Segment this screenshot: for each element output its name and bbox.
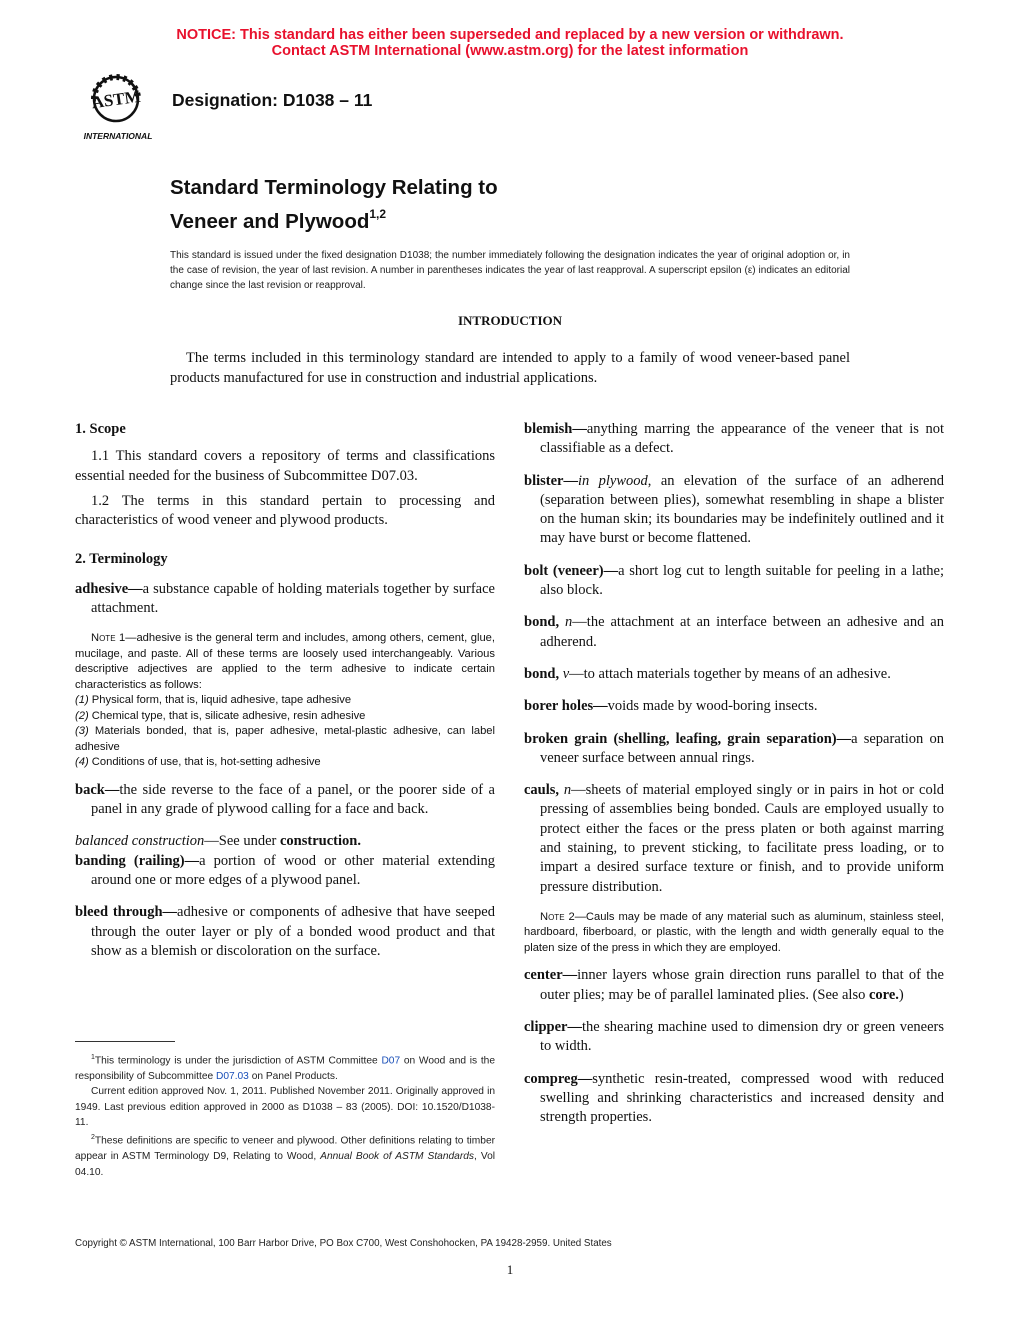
footnote-1: $^1$This terminology is under the jurisdiction of ASTM Committee D07 on Wood and is the responsibility of Subcommittee D07.03 on Panel Products. <box>75 1054 495 1082</box>
term-back: back—the side reverse to the face of a panel, or the poorer side of a panel in any grade of plywood calling for a face and back. <box>75 781 495 818</box>
fixed-designation-text: This standard is issued under the fixed designation D1038; the number immediately following the designation indicates the year of original adoption or, in the case of revision, the year of last revision. A number in parentheses indicates the year of last reapproval. A superscript epsilon (ε) indicates an editorial change since the last revision or reapproval. <box>170 250 850 292</box>
term-borer-holes: borer holes—voids made by wood-boring insects. <box>524 698 818 715</box>
left-column <box>75 420 495 974</box>
term-clipper: clipper—the shearing machine used to dimension dry or green veneers to width. <box>524 1019 944 1055</box>
footnotes <box>75 1050 495 1180</box>
note-1: Note 1—adhesive is the general term and includes, among others, cement, glue, mucilage, and paste. All of these terms are loosely used interchangeably. Various descriptive adjectives are applied to the term adhesive to indicate certain characteristics as follows: <box>75 632 495 691</box>
introduction-heading: INTRODUCTION <box>457 313 562 328</box>
page-number: 1 <box>506 1262 514 1277</box>
astm-logo <box>78 72 160 142</box>
note-1-item: (4) Conditions of use, that is, hot-setting adhesive <box>75 756 321 769</box>
note-1-item: (3) Materials bonded, that is, paper adhesive, metal-plastic adhesive, can label adhesive <box>75 725 495 753</box>
term-bleed-through: bleed through—adhesive or components of adhesive that have seeped through the outer layer or ply of a bonded wood product and that show as a blemish or discoloration on the surface. <box>75 904 495 959</box>
notice-line-2: Contact ASTM International (www.astm.org) for the latest information <box>271 43 749 59</box>
footnote-divider <box>75 1041 175 1042</box>
term-balanced-construction: balanced construction—See under construction. <box>75 833 361 850</box>
scope-para-2: 1.2 The terms in this standard pertain to processing and characteristics of wood veneer and plywood products. <box>75 492 495 529</box>
footnote-2: $^2$These definitions are specific to veneer and plywood. Other definitions relating to timber appear in ASTM Terminology D9, Relating to Wood, Annual Book of ASTM Standards, Vol 04.10. <box>75 1134 495 1178</box>
term-cauls: cauls, n—sheets of material employed singly or in pairs in hot or cold pressing of assemblies being bonded. Cauls are employed usually to protect either the faces or the press platen or both against marring and staining, to prevent sticking, to facilitate press loading, or to impart a desired surface texture or finish, and to provide uniform pressure distribution. <box>524 782 944 895</box>
term-bond-verb: bond, v—to attach materials together by means of an adhesive. <box>524 665 891 682</box>
scope-para-1: 1.1 This standard covers a repository of terms and classifications essential needed for the business of Subcommittee D07.03. <box>75 448 495 484</box>
term-blemish: blemish—anything marring the appearance of the veneer that is not classifiable as a defect. <box>524 421 944 457</box>
notice-line-1: NOTICE: This standard has either been superseded and replaced by a new version or withdrawn. <box>176 27 844 43</box>
term-bond-noun: bond, n—the attachment at an interface between an adhesive and an adherend. <box>524 614 944 650</box>
term-center: center—inner layers whose grain direction runs parallel to that of the outer plies; may be of parallel laminated plies. (See also core.) <box>524 967 944 1003</box>
link-d07-03[interactable]: D07.03 <box>216 1070 249 1082</box>
footnote-edition: Current edition approved Nov. 1, 2011. Published November 2011. Originally approved in 1949. Last previous edition approved in 2000 as D1038 – 83 (2005). DOI: 10.1520/D1038-11. <box>75 1086 495 1129</box>
scope-heading: 1. Scope <box>75 421 126 437</box>
note-1-items <box>75 693 495 771</box>
link-d07[interactable]: D07 <box>381 1055 401 1067</box>
right-column <box>524 420 944 1141</box>
term-bolt: bolt (veneer)—a short log cut to length suitable for peeling in a lathe; also block. <box>524 562 944 599</box>
term-broken-grain: broken grain (shelling, leafing, grain separation)—a separation on veneer surface between annual rings. <box>524 730 944 766</box>
terminology-heading: 2. Terminology <box>75 551 168 568</box>
copyright: Copyright © ASTM International, 100 Barr Harbor Drive, PO Box C700, West Conshohocken, PA 19428-2959. United States <box>75 1238 612 1249</box>
note-2: Note 2—Cauls may be made of any material such as aluminum, stainless steel, hardboard, fiberboard, or plastic, with the length and width generally equal to the platen size of the press in which they are employed. <box>524 910 944 954</box>
designation: Designation: D1038 – 11 <box>172 90 373 110</box>
title-line-1: Standard Terminology Relating to <box>170 176 498 199</box>
logo-caption: INTERNATIONAL <box>83 131 153 141</box>
title-line-2: Veneer and Plywood <box>170 210 370 233</box>
term-blister: blister—in plywood, an elevation of the surface of an adherend (separation between plies), somewhat resembling in shape a blister on the human skin; its boundaries may be indefinitely outlined and it may have burst or become flattened. <box>524 472 944 547</box>
term-compreg: compreg—synthetic resin-treated, compressed wood with reduced swelling and shrinking characteristics and increased density and strength properties. <box>524 1070 944 1126</box>
note-1-item: (1) Physical form, that is, liquid adhesive, tape adhesive <box>75 694 352 707</box>
introduction-text: The terms included in this terminology standard are intended to apply to a family of wood veneer-based panel products manufactured for use in construction and industrial applications. <box>170 350 850 386</box>
note-1-item: (2) Chemical type, that is, silicate adhesive, resin adhesive <box>75 709 366 722</box>
page-title <box>170 175 498 235</box>
term-banding: banding (railing)—a portion of wood or other material extending around one or more edges of a plywood panel. <box>75 852 495 889</box>
term-adhesive: adhesive—a substance capable of holding materials together by surface attachment. <box>75 580 495 617</box>
logo-text: ASTM <box>90 86 142 113</box>
title-footnote-ref: 1,2 <box>369 207 387 221</box>
